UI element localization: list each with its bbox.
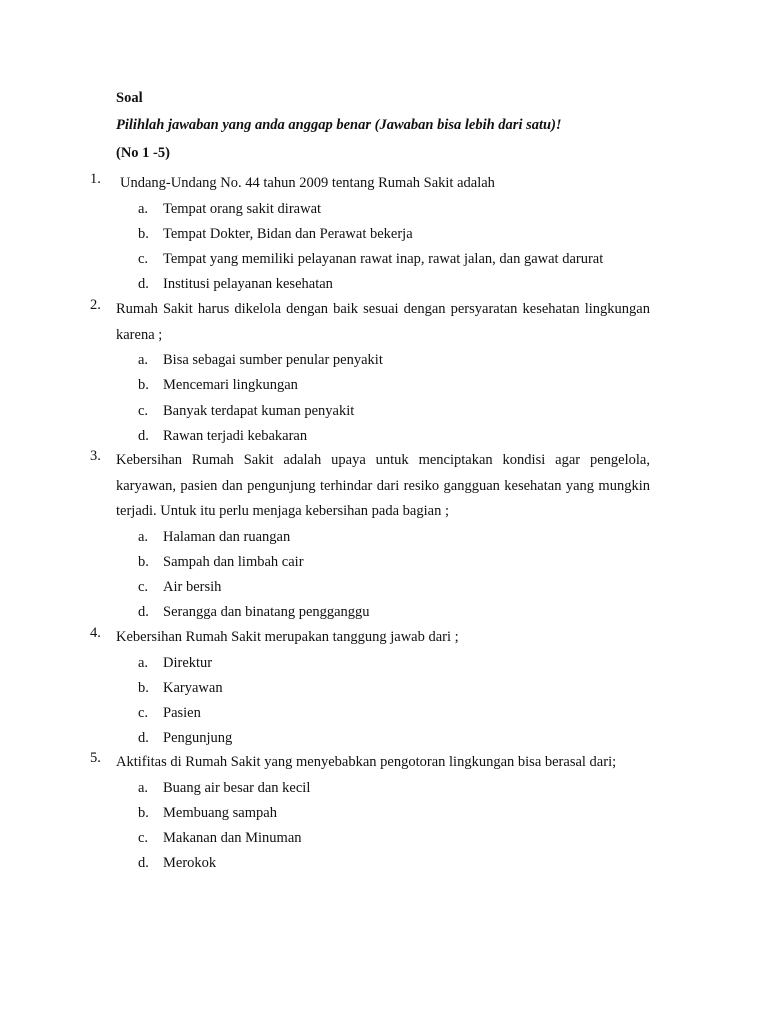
option-text: Tempat Dokter, Bidan dan Perawat bekerja [163,225,413,242]
question-number: 5. [90,750,101,766]
option-item [138,197,650,222]
option-text: Banyak terdapat kuman penyakit [163,402,355,419]
option-text: Mencemari lingkungan [163,377,298,394]
option-text: Direktur [163,654,213,671]
option-list [138,651,650,752]
doc-title: Soal [116,90,143,106]
question-number: 4. [90,625,101,641]
option-item [138,373,650,398]
option-letter: b. [138,225,149,242]
option-list [138,197,650,298]
option-item [138,676,650,701]
question-text: Aktifitas di Rumah Sakit yang menyebabkan pengotoran lingkungan bisa berasal dari; [116,754,617,770]
option-list [138,776,650,877]
option-text: Makanan dan Minuman [163,830,302,847]
question-number: 3. [90,448,101,464]
option-item [138,600,650,625]
option-letter: a. [138,352,149,368]
question-text: Rumah Sakit harus dikelola dengan baik sesuai dengan persyaratan kesehatan lingkungan karena ; [116,301,650,343]
option-item [138,272,650,297]
option-letter: c. [138,579,149,596]
option-letter: d. [138,604,149,621]
option-text: Pengunjung [163,730,233,747]
option-list [138,525,650,626]
question-1 [90,171,650,298]
option-item [138,575,650,600]
option-letter: c. [138,402,149,419]
option-item [138,247,650,272]
option-letter: c. [138,705,149,722]
option-item [138,424,650,449]
question-text: Kebersihan Rumah Sakit merupakan tanggung jawab dari ; [116,629,459,645]
option-letter: b. [138,377,149,394]
question-number: 1. [90,171,101,187]
option-text: Bisa sebagai sumber penular penyakit [163,352,383,368]
option-letter: d. [138,855,149,872]
doc-instruction [116,117,562,134]
option-text: Buang air besar dan kecil [163,779,311,796]
option-text: Sampah dan limbah cair [163,553,304,570]
option-text: Membuang sampah [163,804,277,821]
option-text: Rawan terjadi kebakaran [163,427,308,444]
option-letter: c. [138,251,149,268]
option-text: Institusi pelayanan kesehatan [163,276,333,293]
option-letter: a. [138,779,149,796]
option-letter: b. [138,553,149,570]
option-text: Tempat yang memiliki pelayanan rawat inap, rawat jalan, dan gawat darurat [163,251,604,268]
option-item [138,726,650,751]
option-item [138,701,650,726]
option-item [138,826,650,851]
option-item [138,222,650,247]
question-2 [90,297,650,449]
option-text: Karyawan [163,679,223,696]
question-text: Undang-Undang No. 44 tahun 2009 tentang Rumah Sakit adalah [120,175,495,191]
instruction-text: Pilihlah jawaban yang anda anggap benar (Jawaban bisa lebih dari satu)! [116,117,562,133]
question-number: 2. [90,297,101,313]
option-item [138,550,650,575]
option-text: Tempat orang sakit dirawat [163,200,322,217]
option-text: Merokok [163,855,217,872]
option-letter: c. [138,830,149,847]
option-letter: d. [138,427,149,444]
option-item [138,851,650,876]
question-range: (No 1 -5) [116,145,170,161]
option-item [138,399,650,424]
option-item [138,776,650,801]
option-text: Pasien [163,705,201,722]
question-4 [90,625,650,752]
option-item [138,651,650,676]
option-item [138,801,650,826]
question-3 [90,448,650,626]
option-item [138,525,650,550]
question-5 [90,750,650,877]
option-text: Serangga dan binatang pengganggu [163,604,370,621]
option-letter: a. [138,528,149,545]
option-text: Halaman dan ruangan [163,528,291,545]
option-letter: d. [138,276,149,293]
option-item [138,348,650,373]
option-letter: a. [138,654,149,671]
option-list [138,348,650,449]
option-letter: b. [138,804,149,821]
option-text: Air bersih [163,579,222,596]
option-letter: d. [138,730,149,747]
option-letter: b. [138,679,149,696]
question-text: Kebersihan Rumah Sakit adalah upaya untuk menciptakan kondisi agar pengelola, karyawan, pasien dan pengunjung terhindar dari resiko gangguan kesehatan yang mungkin terjadi. Untuk itu perlu menjaga kebersihan pada bagian ; [116,452,650,519]
option-letter: a. [138,200,149,217]
